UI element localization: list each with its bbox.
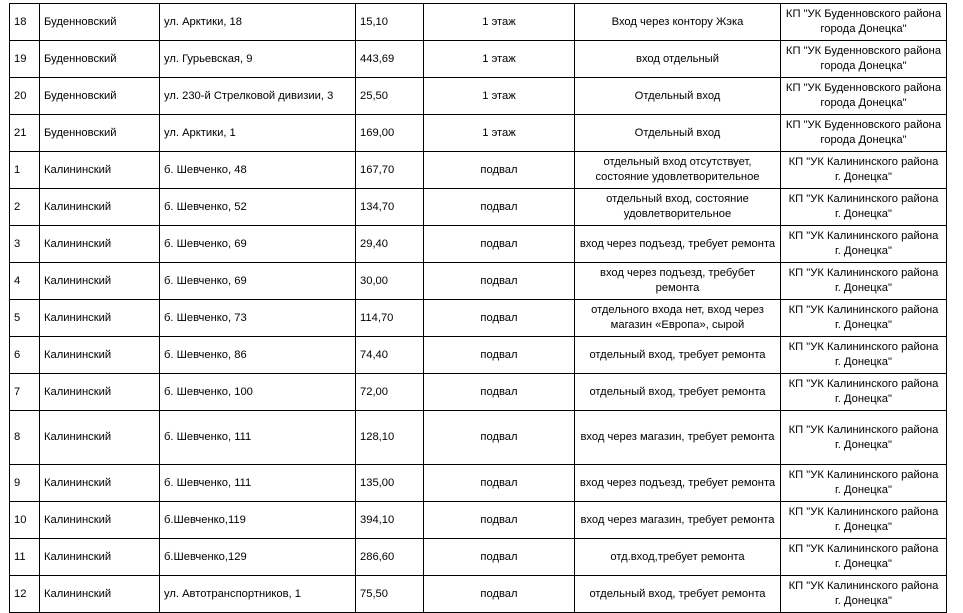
address-cell: б. Шевченко, 69 xyxy=(160,226,356,263)
table-row xyxy=(10,374,947,411)
district-cell: Калининский xyxy=(40,539,160,576)
area-cell: 286,60 xyxy=(356,539,424,576)
organization-cell: КП "УК Калининского района г. Донецка" xyxy=(781,411,947,465)
district-cell: Калининский xyxy=(40,502,160,539)
district-cell: Калининский xyxy=(40,411,160,465)
floor-cell: 1 этаж xyxy=(424,41,575,78)
row-number: 12 xyxy=(10,576,40,613)
table-row xyxy=(10,502,947,539)
condition-cell: отдельного входа нет, вход через магазин «Европа», сырой xyxy=(575,300,781,337)
area-cell: 15,10 xyxy=(356,4,424,41)
area-cell: 135,00 xyxy=(356,465,424,502)
district-cell: Калининский xyxy=(40,152,160,189)
floor-cell: подвал xyxy=(424,411,575,465)
area-cell: 30,00 xyxy=(356,263,424,300)
area-cell: 394,10 xyxy=(356,502,424,539)
floor-cell: подвал xyxy=(424,337,575,374)
address-cell: б.Шевченко,119 xyxy=(160,502,356,539)
area-cell: 134,70 xyxy=(356,189,424,226)
row-number: 10 xyxy=(10,502,40,539)
condition-cell: вход через подъезд, требует ремонта xyxy=(575,226,781,263)
row-number: 18 xyxy=(10,4,40,41)
table-row xyxy=(10,300,947,337)
address-cell: б. Шевченко, 86 xyxy=(160,337,356,374)
address-cell: б. Шевченко, 100 xyxy=(160,374,356,411)
row-number: 21 xyxy=(10,115,40,152)
table-row xyxy=(10,226,947,263)
organization-cell: КП "УК Буденновского района города Донецка" xyxy=(781,115,947,152)
row-number: 11 xyxy=(10,539,40,576)
floor-cell: подвал xyxy=(424,189,575,226)
table-row xyxy=(10,78,947,115)
floor-cell: 1 этаж xyxy=(424,78,575,115)
condition-cell: вход через магазин, требует ремонта xyxy=(575,411,781,465)
floor-cell: подвал xyxy=(424,374,575,411)
floor-cell: подвал xyxy=(424,502,575,539)
row-number: 8 xyxy=(10,411,40,465)
row-number: 1 xyxy=(10,152,40,189)
district-cell: Калининский xyxy=(40,226,160,263)
organization-cell: КП "УК Калининского района г. Донецка" xyxy=(781,502,947,539)
address-cell: б. Шевченко, 69 xyxy=(160,263,356,300)
floor-cell: подвал xyxy=(424,226,575,263)
organization-cell: КП "УК Буденновского района города Донецка" xyxy=(781,4,947,41)
organization-cell: КП "УК Калининского района г. Донецка" xyxy=(781,465,947,502)
table-row xyxy=(10,539,947,576)
area-cell: 74,40 xyxy=(356,337,424,374)
floor-cell: 1 этаж xyxy=(424,115,575,152)
condition-cell: отдельный вход, требует ремонта xyxy=(575,337,781,374)
condition-cell: отд.вход,требует ремонта xyxy=(575,539,781,576)
floor-cell: подвал xyxy=(424,576,575,613)
organization-cell: КП "УК Калининского района г. Донецка" xyxy=(781,300,947,337)
row-number: 4 xyxy=(10,263,40,300)
floor-cell: подвал xyxy=(424,152,575,189)
row-number: 7 xyxy=(10,374,40,411)
address-cell: ул. Арктики, 18 xyxy=(160,4,356,41)
table-row xyxy=(10,41,947,78)
district-cell: Калининский xyxy=(40,337,160,374)
row-number: 9 xyxy=(10,465,40,502)
condition-cell: отдельный вход, требует ремонта xyxy=(575,374,781,411)
area-cell: 75,50 xyxy=(356,576,424,613)
condition-cell: отдельный вход, требует ремонта xyxy=(575,576,781,613)
area-cell: 114,70 xyxy=(356,300,424,337)
condition-cell: Вход через контору Жэка xyxy=(575,4,781,41)
condition-cell: вход через подъезд, требубет ремонта xyxy=(575,263,781,300)
floor-cell: подвал xyxy=(424,539,575,576)
address-cell: б. Шевченко, 73 xyxy=(160,300,356,337)
district-cell: Калининский xyxy=(40,374,160,411)
table-row xyxy=(10,411,947,465)
district-cell: Буденновский xyxy=(40,115,160,152)
area-cell: 169,00 xyxy=(356,115,424,152)
floor-cell: 1 этаж xyxy=(424,4,575,41)
district-cell: Калининский xyxy=(40,263,160,300)
table-row xyxy=(10,263,947,300)
floor-cell: подвал xyxy=(424,300,575,337)
row-number: 3 xyxy=(10,226,40,263)
table-row xyxy=(10,465,947,502)
condition-cell: Отдельный вход xyxy=(575,115,781,152)
row-number: 2 xyxy=(10,189,40,226)
premises-table xyxy=(9,3,947,613)
floor-cell: подвал xyxy=(424,465,575,502)
floor-cell: подвал xyxy=(424,263,575,300)
row-number: 20 xyxy=(10,78,40,115)
district-cell: Буденновский xyxy=(40,4,160,41)
address-cell: ул. 230-й Стрелковой дивизии, 3 xyxy=(160,78,356,115)
row-number: 19 xyxy=(10,41,40,78)
address-cell: б.Шевченко,129 xyxy=(160,539,356,576)
row-number: 5 xyxy=(10,300,40,337)
address-cell: б. Шевченко, 48 xyxy=(160,152,356,189)
table-row xyxy=(10,189,947,226)
organization-cell: КП "УК Буденновского района города Донецка" xyxy=(781,41,947,78)
address-cell: б. Шевченко, 111 xyxy=(160,411,356,465)
organization-cell: КП "УК Буденновского района города Донецка" xyxy=(781,78,947,115)
table-row xyxy=(10,152,947,189)
address-cell: ул. Автотранспортников, 1 xyxy=(160,576,356,613)
condition-cell: отдельный вход отсутствует, состояние удовлетворительное xyxy=(575,152,781,189)
district-cell: Буденновский xyxy=(40,78,160,115)
condition-cell: отдельный вход, состояние удовлетворительное xyxy=(575,189,781,226)
row-number: 6 xyxy=(10,337,40,374)
organization-cell: КП "УК Калининского района г. Донецка" xyxy=(781,226,947,263)
organization-cell: КП "УК Калининского района г. Донецка" xyxy=(781,189,947,226)
table-row xyxy=(10,115,947,152)
condition-cell: вход отдельный xyxy=(575,41,781,78)
table-row xyxy=(10,576,947,613)
table-row xyxy=(10,337,947,374)
organization-cell: КП "УК Калининского района г. Донецка" xyxy=(781,576,947,613)
organization-cell: КП "УК Калининского района г. Донецка" xyxy=(781,152,947,189)
area-cell: 128,10 xyxy=(356,411,424,465)
condition-cell: Отдельный вход xyxy=(575,78,781,115)
area-cell: 167,70 xyxy=(356,152,424,189)
area-cell: 443,69 xyxy=(356,41,424,78)
table-row xyxy=(10,4,947,41)
district-cell: Калининский xyxy=(40,300,160,337)
area-cell: 72,00 xyxy=(356,374,424,411)
organization-cell: КП "УК Калининского района г. Донецка" xyxy=(781,374,947,411)
district-cell: Калининский xyxy=(40,189,160,226)
area-cell: 29,40 xyxy=(356,226,424,263)
address-cell: ул. Арктики, 1 xyxy=(160,115,356,152)
district-cell: Калининский xyxy=(40,465,160,502)
condition-cell: вход через магазин, требует ремонта xyxy=(575,502,781,539)
area-cell: 25,50 xyxy=(356,78,424,115)
district-cell: Буденновский xyxy=(40,41,160,78)
district-cell: Калининский xyxy=(40,576,160,613)
organization-cell: КП "УК Калининского района г. Донецка" xyxy=(781,337,947,374)
address-cell: ул. Гурьевская, 9 xyxy=(160,41,356,78)
organization-cell: КП "УК Калининского района г. Донецка" xyxy=(781,539,947,576)
address-cell: б. Шевченко, 111 xyxy=(160,465,356,502)
condition-cell: вход через подъезд, требует ремонта xyxy=(575,465,781,502)
organization-cell: КП "УК Калининского района г. Донецка" xyxy=(781,263,947,300)
address-cell: б. Шевченко, 52 xyxy=(160,189,356,226)
